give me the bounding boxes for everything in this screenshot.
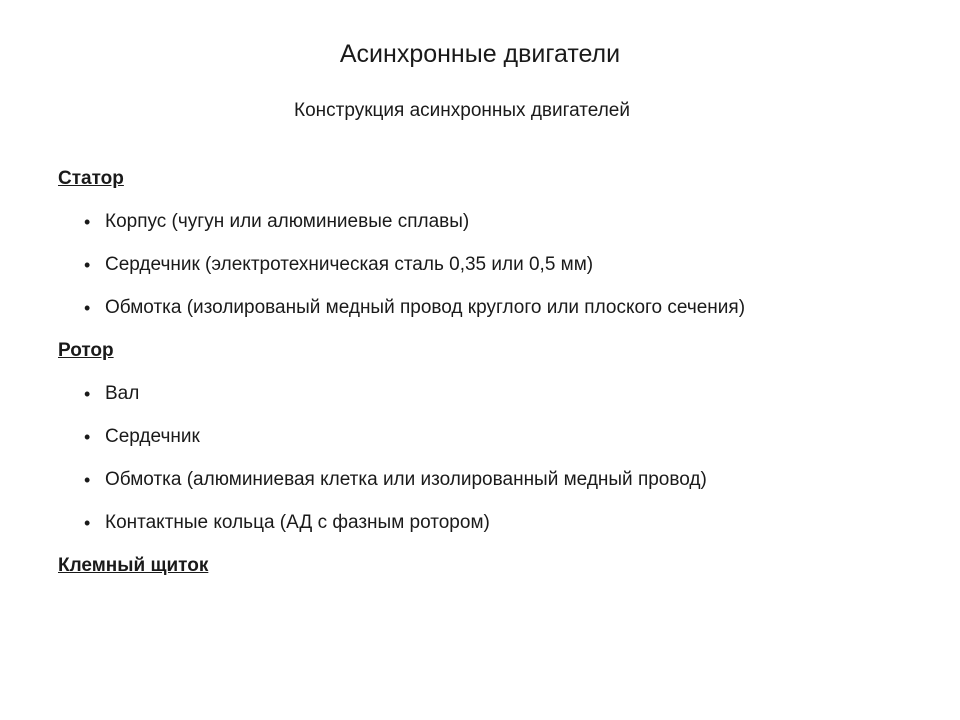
bullet-icon: • xyxy=(84,384,91,404)
list-item-text: Сердечник xyxy=(105,426,200,447)
bullet-icon: • xyxy=(84,427,91,447)
bullet-icon: • xyxy=(84,212,91,232)
bullet-icon: • xyxy=(84,298,91,318)
bullet-icon: • xyxy=(84,513,91,533)
section-terminal-box xyxy=(58,553,938,579)
slide-title: Асинхронные двигатели xyxy=(339,40,621,68)
list-item-text: Сердечник (электротехническая сталь 0,35 или 0,5 мм) xyxy=(105,254,594,275)
bullet-list xyxy=(58,209,938,321)
section-rotor xyxy=(58,338,938,536)
list-item xyxy=(58,252,938,278)
list-item-text: Обмотка (алюминиевая клетка или изолированный медный провод) xyxy=(105,469,707,490)
bullet-icon: • xyxy=(84,470,91,490)
bullet-list xyxy=(58,381,938,536)
list-item xyxy=(58,209,938,235)
list-item xyxy=(58,467,938,493)
section-heading: Статор xyxy=(58,168,124,189)
slide-subtitle: Конструкция асинхронных двигателей xyxy=(294,100,630,121)
list-item-text: Обмотка (изолированый медный провод круглого или плоского сечения) xyxy=(105,297,746,318)
section-heading: Ротор xyxy=(58,340,114,361)
list-item-text: Корпус (чугун или алюминиевые сплавы) xyxy=(105,211,470,232)
list-item-text: Вал xyxy=(105,383,140,404)
list-item xyxy=(58,424,938,450)
list-item-text: Контактные кольца (АД с фазным ротором) xyxy=(105,512,490,533)
section-heading: Клемный щиток xyxy=(58,555,209,576)
list-item xyxy=(58,510,938,536)
slide-content xyxy=(58,166,938,596)
list-item xyxy=(58,381,938,407)
section-stator xyxy=(58,166,938,321)
list-item xyxy=(58,295,938,321)
bullet-icon: • xyxy=(84,255,91,275)
